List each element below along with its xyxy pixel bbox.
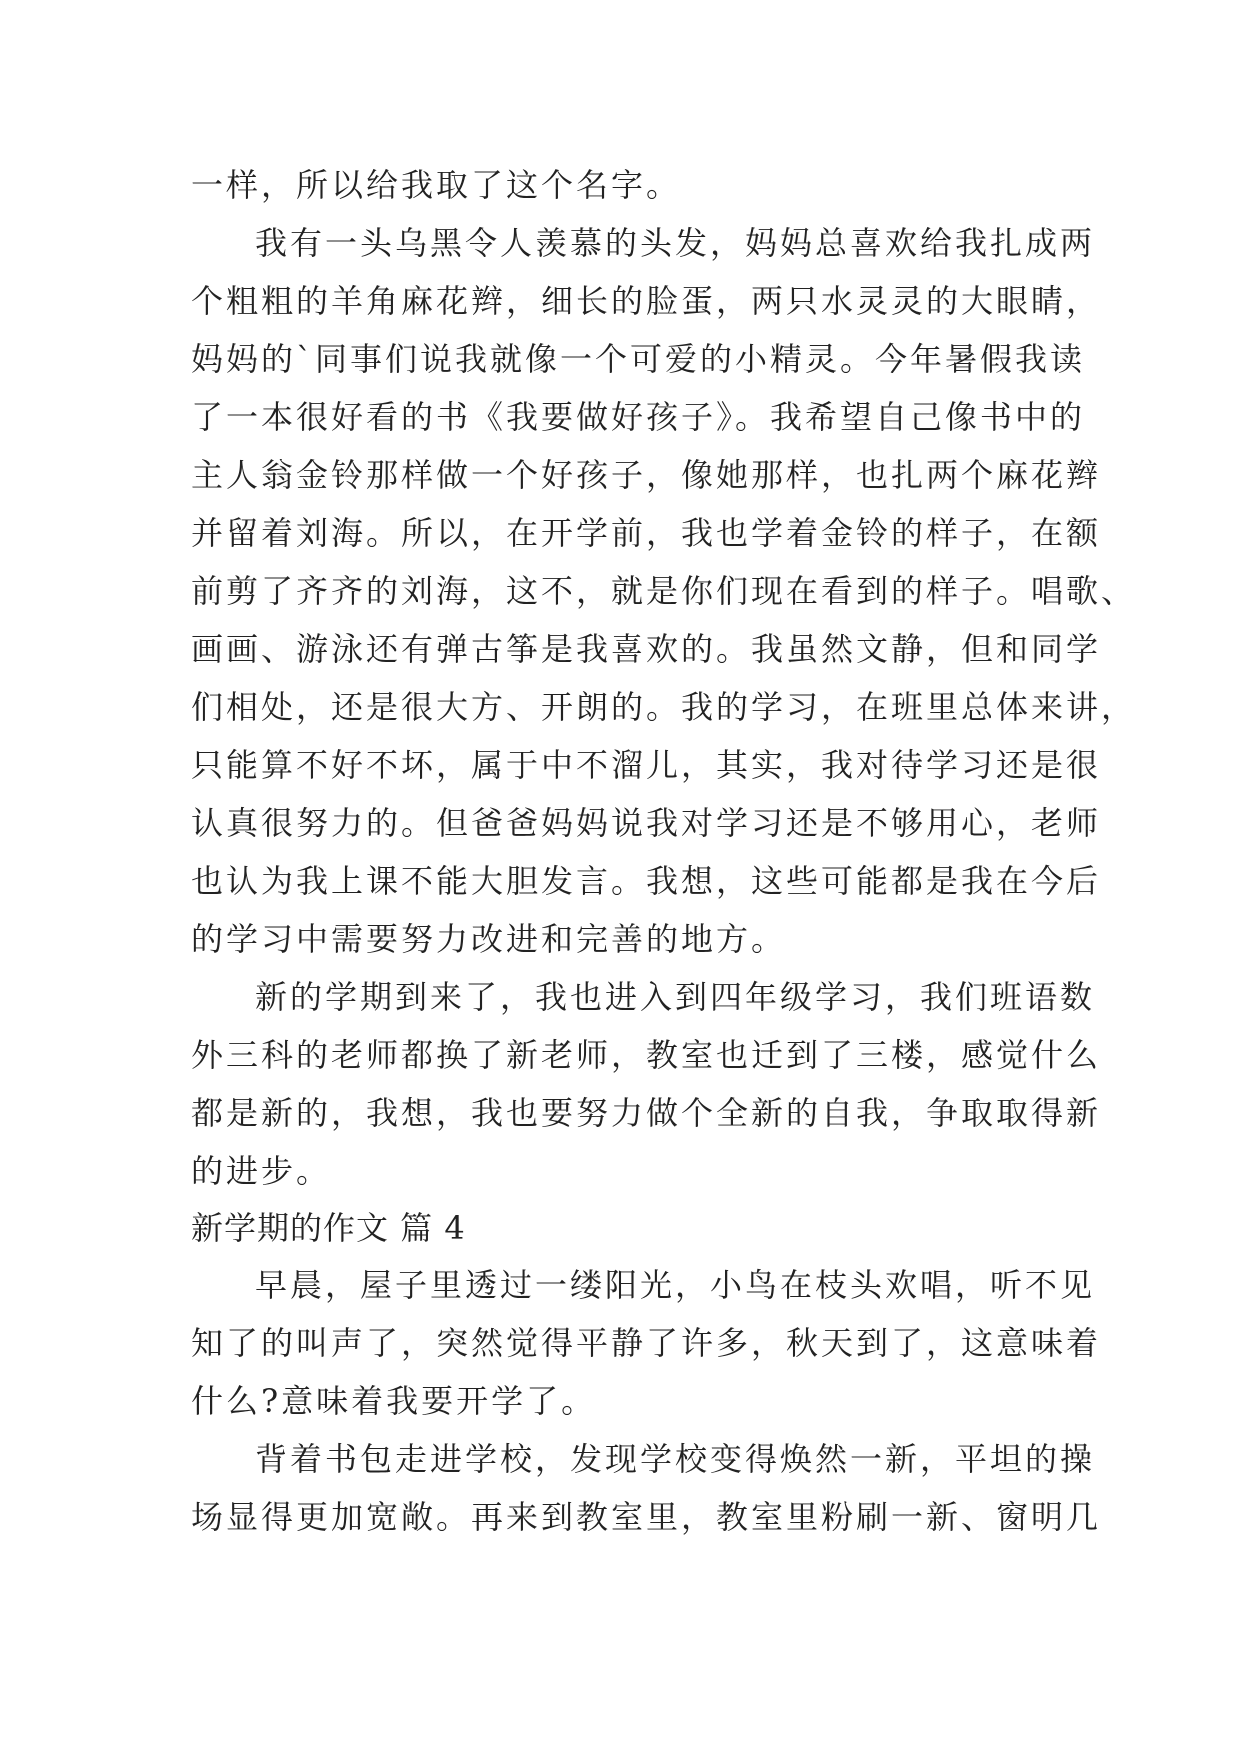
text-line: 一样，所以给我取了这个名字。 <box>191 166 682 204</box>
text-line: 知了的叫声了，突然觉得平静了许多，秋天到了，这意味着 <box>191 1324 1102 1362</box>
text-line: 认真很努力的。但爸爸妈妈说我对学习还是不够用心，老师 <box>191 804 1102 842</box>
text-line: 外三科的老师都换了新老师，教室也迁到了三楼，感觉什么 <box>191 1036 1102 1074</box>
text-line: 场显得更加宽敞。再来到教室里，教室里粉刷一新、窗明几 <box>191 1498 1102 1536</box>
text-line: 都是新的，我想，我也要努力做个全新的自我，争取取得新 <box>191 1094 1102 1132</box>
text-line: 我有一头乌黑令人羡慕的头发，妈妈总喜欢给我扎成两 <box>255 224 1096 262</box>
text-line: 什么?意味着我要开学了。 <box>191 1382 597 1420</box>
text-line: 主人翁金铃那样做一个好孩子，像她那样，也扎两个麻花辫 <box>191 456 1102 494</box>
text-line: 并留着刘海。所以，在开学前，我也学着金铃的样子，在额 <box>191 514 1102 552</box>
text-line: 的学习中需要努力改进和完善的地方。 <box>191 920 787 958</box>
text-line: 只能算不好不坏，属于中不溜儿，其实，我对待学习还是很 <box>191 746 1102 784</box>
text-line: 画画、游泳还有弹古筝是我喜欢的。我虽然文静，但和同学 <box>191 630 1102 668</box>
text-line: 个粗粗的羊角麻花辫，细长的脸蛋，两只水灵灵的大眼睛， <box>191 282 1102 320</box>
text-line: 新的学期到来了，我也进入到四年级学习，我们班语数 <box>255 978 1096 1016</box>
text-line: 的进步。 <box>191 1152 332 1190</box>
text-line: 们相处，还是很大方、开朗的。我的学习，在班里总体来讲， <box>191 688 1137 726</box>
section-heading: 新学期的作文 篇 4 <box>191 1209 466 1247</box>
text-line: 早晨，屋子里透过一缕阳光，小鸟在枝头欢唱，听不见 <box>255 1266 1096 1304</box>
text-line: 也认为我上课不能大胆发言。我想，这些可能都是我在今后 <box>191 862 1102 900</box>
text-line: 背着书包走进学校，发现学校变得焕然一新，平坦的操 <box>255 1440 1096 1478</box>
text-line: 了一本很好看的书《我要做好孩子》。我希望自己像书中的 <box>191 398 1086 436</box>
text-line: 妈妈的`同事们说我就像一个可爱的小精灵。今年暑假我读 <box>191 340 1086 378</box>
text-line: 前剪了齐齐的刘海，这不，就是你们现在看到的样子。唱歌、 <box>191 572 1137 610</box>
